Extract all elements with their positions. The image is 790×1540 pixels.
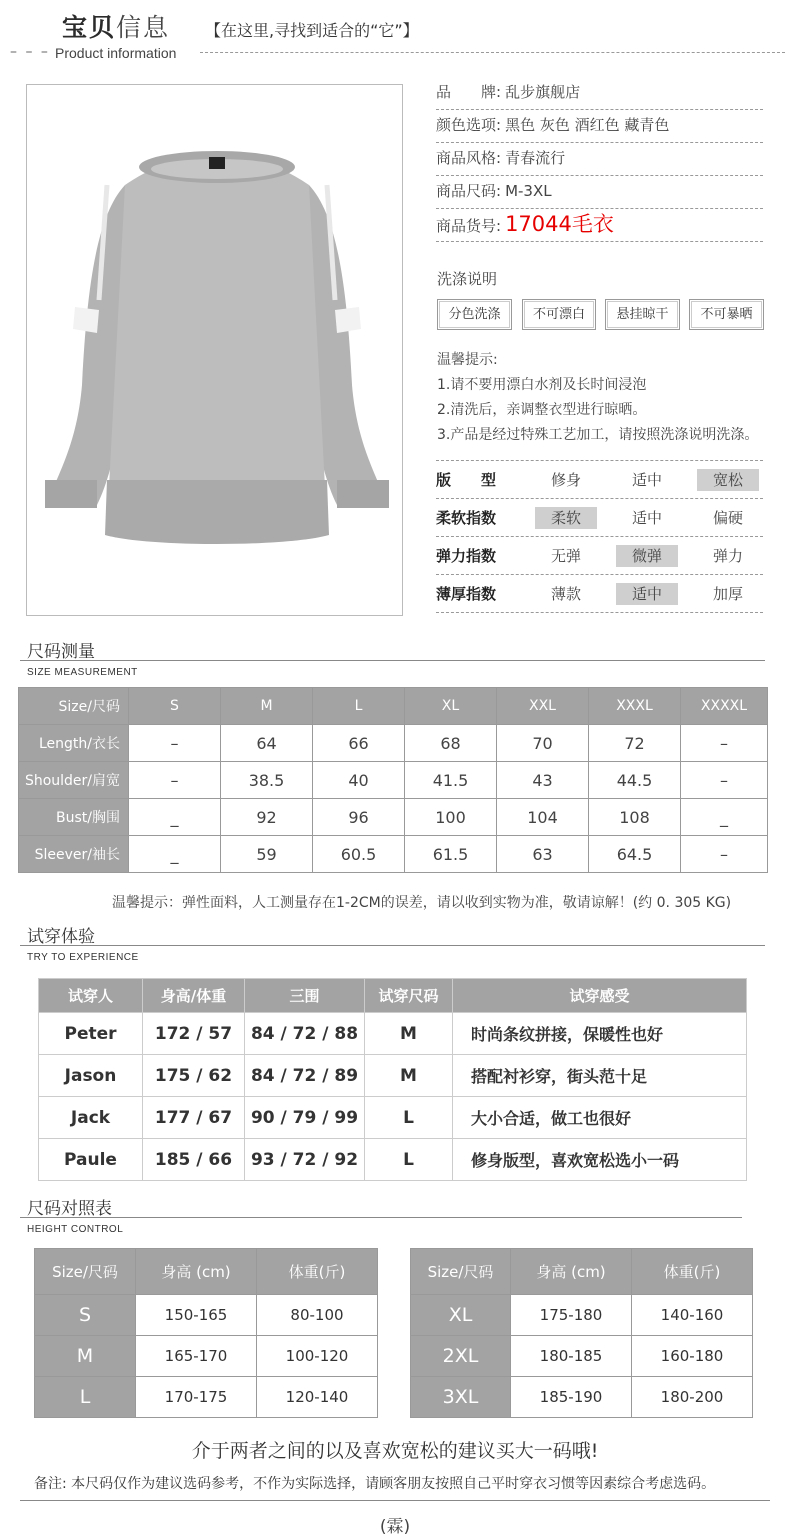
attr-option: 偏硬 bbox=[712, 509, 743, 527]
table-header-cell: XXXXL bbox=[681, 688, 768, 725]
wash-no-bleach-icon bbox=[522, 299, 596, 330]
attr-thickness bbox=[436, 575, 763, 613]
attr-elasticity bbox=[436, 537, 763, 575]
table-header-cell: Size/尺码 bbox=[35, 1249, 136, 1295]
left-cuff bbox=[45, 480, 97, 508]
try-section-subtitle: TRY TO EXPERIENCE bbox=[27, 952, 139, 963]
info-value: 17044毛衣 bbox=[505, 212, 614, 236]
info-colors bbox=[436, 110, 763, 143]
tip-line-1: 1.请不要用漂白水剂及长时间浸泡 bbox=[437, 377, 647, 393]
info-brand bbox=[436, 77, 763, 110]
table-header-cell: XL bbox=[405, 688, 497, 725]
height-section-line bbox=[20, 1217, 742, 1218]
table-cell: 63 bbox=[497, 836, 589, 873]
table-row-head: S bbox=[35, 1295, 136, 1336]
attr-label: 版 型 bbox=[436, 471, 497, 489]
size-note: 温馨提示：弹性面料，人工测量存在1-2CM的误差，请以收到实物为准，敬请谅解！(约 0. 305 KG) bbox=[112, 895, 732, 911]
attr-label: 柔软指数 bbox=[436, 509, 497, 527]
table-cell: 大小合适，做工也很好 bbox=[453, 1097, 747, 1139]
table-cell: 40 bbox=[313, 762, 405, 799]
try-section-title: 试穿体验 bbox=[27, 927, 95, 947]
table-cell: 140-160 bbox=[632, 1295, 753, 1336]
table-row-head: Length/衣长 bbox=[19, 725, 129, 762]
table-cell: 175-180 bbox=[511, 1295, 632, 1336]
table-cell: 185 / 66 bbox=[143, 1139, 245, 1181]
table-cell: – bbox=[681, 762, 768, 799]
attr-option: 加厚 bbox=[712, 585, 743, 603]
table-cell: 175 / 62 bbox=[143, 1055, 245, 1097]
tip-line-3: 3.产品是经过特殊工艺加工，请按照洗涤说明洗涤。 bbox=[437, 427, 759, 443]
wash-label: 不可暴晒 bbox=[691, 301, 762, 328]
size-advice: 介于两者之间的以及喜欢宽松的建议买大一码哦! bbox=[191, 1440, 599, 1462]
neck-tag bbox=[209, 157, 225, 169]
table-cell: 104 bbox=[497, 799, 589, 836]
table-cell: _ bbox=[129, 799, 221, 836]
table-cell: 100-120 bbox=[257, 1336, 378, 1377]
title-rest: 信息 bbox=[116, 13, 171, 42]
sweater-illustration bbox=[27, 85, 403, 616]
attr-option: 宽松 bbox=[697, 469, 759, 491]
table-row-head: XL bbox=[411, 1295, 511, 1336]
table-cell: 搭配衬衫穿，街头范十足 bbox=[453, 1055, 747, 1097]
table-header-cell: 体重(斤) bbox=[257, 1249, 378, 1295]
table-row bbox=[411, 1377, 753, 1418]
table-header-cell: 三围 bbox=[245, 979, 365, 1013]
table-row-head: M bbox=[35, 1336, 136, 1377]
info-item-number bbox=[436, 209, 763, 242]
table-cell: 61.5 bbox=[405, 836, 497, 873]
attr-option: 适中 bbox=[631, 471, 662, 489]
attr-option: 薄款 bbox=[550, 585, 581, 603]
table-row bbox=[35, 1336, 378, 1377]
info-value: 乱步旗舰店 bbox=[505, 83, 581, 101]
height-table-right bbox=[410, 1248, 753, 1418]
table-row-head: Shoulder/肩宽 bbox=[19, 762, 129, 799]
try-header-row bbox=[39, 979, 747, 1013]
attr-label: 薄厚指数 bbox=[436, 585, 497, 603]
table-row-head: 2XL bbox=[411, 1336, 511, 1377]
info-size bbox=[436, 176, 763, 209]
table-header-cell: L bbox=[313, 688, 405, 725]
table-cell: – bbox=[129, 725, 221, 762]
try-table bbox=[38, 978, 747, 1181]
info-value: 青春流行 bbox=[505, 149, 566, 167]
attr-softness bbox=[436, 499, 763, 537]
table-cell: 72 bbox=[589, 725, 681, 762]
table-cell: Jack bbox=[39, 1097, 143, 1139]
table-header-cell: XXXL bbox=[589, 688, 681, 725]
attr-fit bbox=[436, 461, 763, 499]
wash-label: 不可漂白 bbox=[524, 301, 594, 328]
info-label: 商品货号: bbox=[436, 217, 502, 235]
header-subtitle: Product information bbox=[55, 45, 177, 61]
attr-option: 弹力 bbox=[712, 547, 743, 565]
table-cell: 84 / 72 / 89 bbox=[245, 1055, 365, 1097]
table-header-cell: 试穿尺码 bbox=[365, 979, 453, 1013]
hem-ribbing bbox=[105, 480, 329, 544]
tip-line-2: 2.清洗后，亲调整衣型进行晾晒。 bbox=[437, 402, 647, 418]
size-section-title: 尺码测量 bbox=[27, 642, 95, 662]
table-cell: M bbox=[365, 1013, 453, 1055]
table-row bbox=[411, 1295, 753, 1336]
height-header-row bbox=[35, 1249, 378, 1295]
table-cell: 172 / 57 bbox=[143, 1013, 245, 1055]
table-cell: _ bbox=[681, 799, 768, 836]
table-row-head: Sleever/袖长 bbox=[19, 836, 129, 873]
tips-title: 温馨提示: bbox=[437, 352, 498, 368]
right-stripe bbox=[335, 307, 361, 333]
size-header-row bbox=[19, 688, 768, 725]
table-cell: 150-165 bbox=[136, 1295, 257, 1336]
remark-divider bbox=[20, 1500, 770, 1501]
attr-option: 适中 bbox=[616, 583, 678, 605]
table-cell: 165-170 bbox=[136, 1336, 257, 1377]
table-cell: 70 bbox=[497, 725, 589, 762]
attr-option: 适中 bbox=[631, 509, 662, 527]
table-cell: 68 bbox=[405, 725, 497, 762]
table-row bbox=[19, 836, 768, 873]
wash-separate-icon bbox=[437, 299, 512, 330]
table-cell: 108 bbox=[589, 799, 681, 836]
table-cell: – bbox=[129, 762, 221, 799]
size-table bbox=[18, 687, 768, 873]
table-cell: Peter bbox=[39, 1013, 143, 1055]
table-cell: 84 / 72 / 88 bbox=[245, 1013, 365, 1055]
table-row bbox=[411, 1336, 753, 1377]
table-cell: 180-200 bbox=[632, 1377, 753, 1418]
table-row bbox=[39, 1139, 747, 1181]
header-divider bbox=[200, 52, 785, 53]
table-cell: L bbox=[365, 1139, 453, 1181]
table-row bbox=[35, 1295, 378, 1336]
footer-text: (霖) bbox=[379, 1517, 411, 1537]
table-row bbox=[39, 1097, 747, 1139]
table-cell: 43 bbox=[497, 762, 589, 799]
table-row-head: 3XL bbox=[411, 1377, 511, 1418]
table-cell: – bbox=[681, 836, 768, 873]
table-cell: 180-185 bbox=[511, 1336, 632, 1377]
attr-option: 柔软 bbox=[535, 507, 597, 529]
table-header-cell: 试穿人 bbox=[39, 979, 143, 1013]
table-cell: 66 bbox=[313, 725, 405, 762]
remark-text: 备注: 本尺码仅作为建议选码参考，不作为实际选择，请顾客朋友按照自己平时穿衣习惯等因素综合考虑选码。 bbox=[34, 1476, 716, 1492]
table-header-cell: 体重(斤) bbox=[632, 1249, 753, 1295]
wash-no-sun-icon bbox=[689, 299, 764, 330]
table-header-cell: S bbox=[129, 688, 221, 725]
attr-option: 修身 bbox=[550, 471, 581, 489]
height-header-row bbox=[411, 1249, 753, 1295]
product-photo bbox=[26, 84, 403, 616]
table-header-cell: Size/尺码 bbox=[19, 688, 129, 725]
table-header-cell: Size/尺码 bbox=[411, 1249, 511, 1295]
table-cell: 80-100 bbox=[257, 1295, 378, 1336]
table-cell: – bbox=[681, 725, 768, 762]
table-cell: 38.5 bbox=[221, 762, 313, 799]
table-header-cell: M bbox=[221, 688, 313, 725]
info-label: 颜色选项: bbox=[436, 116, 502, 134]
info-label: 商品风格: bbox=[436, 149, 502, 167]
table-cell: _ bbox=[129, 836, 221, 873]
table-cell: 44.5 bbox=[589, 762, 681, 799]
try-section-line bbox=[20, 945, 765, 946]
table-row bbox=[19, 762, 768, 799]
table-header-cell: 身高 (cm) bbox=[136, 1249, 257, 1295]
wash-hang-dry-icon bbox=[605, 299, 680, 330]
table-cell: 41.5 bbox=[405, 762, 497, 799]
info-label: 商品尺码: bbox=[436, 182, 502, 200]
washing-title: 洗涤说明 bbox=[437, 270, 498, 288]
height-section-subtitle: HEIGHT CONTROL bbox=[27, 1224, 124, 1235]
table-row bbox=[35, 1377, 378, 1418]
table-row bbox=[39, 1055, 747, 1097]
table-cell: 时尚条纹拼接，保暖性也好 bbox=[453, 1013, 747, 1055]
wash-label: 分色洗涤 bbox=[439, 301, 510, 328]
table-cell: L bbox=[365, 1097, 453, 1139]
table-cell: 64 bbox=[221, 725, 313, 762]
table-row bbox=[39, 1013, 747, 1055]
sweater-body bbox=[107, 155, 327, 534]
attr-label: 弹力指数 bbox=[436, 547, 497, 565]
table-header-cell: 试穿感受 bbox=[453, 979, 747, 1013]
wash-label: 悬挂晾干 bbox=[607, 301, 678, 328]
table-cell: 90 / 79 / 99 bbox=[245, 1097, 365, 1139]
table-cell: 60.5 bbox=[313, 836, 405, 873]
page-title bbox=[62, 8, 170, 44]
table-row-head: Bust/胸围 bbox=[19, 799, 129, 836]
table-cell: 93 / 72 / 92 bbox=[245, 1139, 365, 1181]
height-section-title: 尺码对照表 bbox=[27, 1199, 112, 1219]
table-cell: 185-190 bbox=[511, 1377, 632, 1418]
right-cuff bbox=[337, 480, 389, 508]
attr-option: 无弹 bbox=[550, 547, 581, 565]
table-header-cell: XXL bbox=[497, 688, 589, 725]
attr-option: 微弹 bbox=[616, 545, 678, 567]
header-dash: – – – bbox=[10, 44, 50, 60]
table-header-cell: 身高/体重 bbox=[143, 979, 245, 1013]
info-value: 黑色 灰色 酒红色 藏青色 bbox=[505, 116, 670, 134]
info-value: M-3XL bbox=[505, 182, 552, 200]
table-cell: M bbox=[365, 1055, 453, 1097]
table-cell: 170-175 bbox=[136, 1377, 257, 1418]
table-cell: 修身版型，喜欢宽松选小一码 bbox=[453, 1139, 747, 1181]
table-cell: 96 bbox=[313, 799, 405, 836]
table-cell: 160-180 bbox=[632, 1336, 753, 1377]
table-cell: 177 / 67 bbox=[143, 1097, 245, 1139]
table-cell: 64.5 bbox=[589, 836, 681, 873]
info-label: 品 牌: bbox=[436, 83, 502, 101]
table-header-cell: 身高 (cm) bbox=[511, 1249, 632, 1295]
table-cell: Paule bbox=[39, 1139, 143, 1181]
table-cell: 59 bbox=[221, 836, 313, 873]
table-cell: Jason bbox=[39, 1055, 143, 1097]
table-cell: 100 bbox=[405, 799, 497, 836]
table-cell: 120-140 bbox=[257, 1377, 378, 1418]
header-slogan: 【在这里,寻找到适合的“它”】 bbox=[205, 21, 419, 40]
height-table-left bbox=[34, 1248, 378, 1418]
size-section-subtitle: SIZE MEASUREMENT bbox=[27, 667, 138, 678]
table-cell: 92 bbox=[221, 799, 313, 836]
table-row bbox=[19, 799, 768, 836]
info-style bbox=[436, 143, 763, 176]
title-bold: 宝贝 bbox=[62, 13, 117, 42]
table-row bbox=[19, 725, 768, 762]
left-stripe bbox=[73, 307, 99, 333]
table-row-head: L bbox=[35, 1377, 136, 1418]
size-section-line bbox=[20, 660, 765, 661]
